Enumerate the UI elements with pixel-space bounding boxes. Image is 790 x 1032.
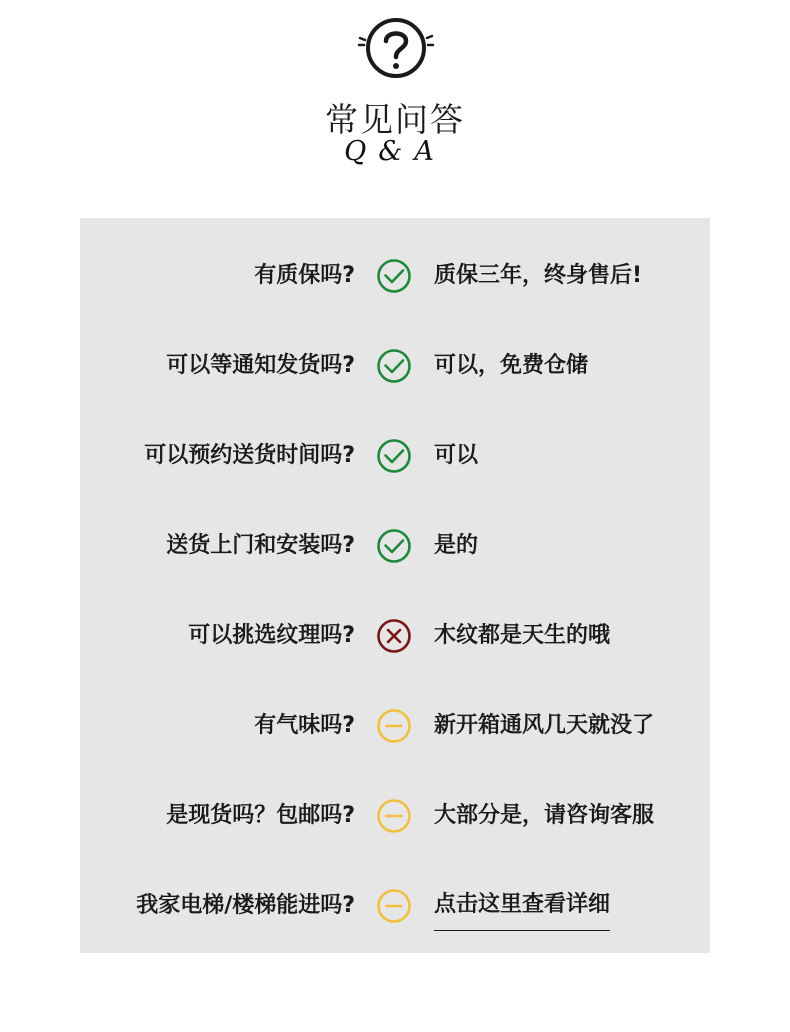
faq-answer: 是的 [434,533,479,558]
faq-row [80,346,710,386]
faq-question: 送货上门和安装吗? [166,533,355,558]
check-icon [376,528,412,564]
question-icon [356,14,436,82]
faq-row [80,706,710,746]
faq-panel [80,218,710,953]
faq-row [80,796,710,836]
cross-icon [376,618,412,654]
faq-row [80,886,710,926]
page-subtitle: Q&A [344,136,446,167]
minus-icon [376,798,412,834]
minus-icon [376,708,412,744]
faq-question: 有质保吗? [254,263,355,288]
faq-answer: 新开箱通风几天就没了 [434,713,655,738]
faq-question: 有气味吗? [254,713,355,738]
faq-question: 我家电梯/楼梯能进吗? [136,893,355,918]
faq-row [80,436,710,476]
faq-row [80,256,710,296]
page-title: 常见问答 [325,100,465,139]
check-icon [376,348,412,384]
faq-question: 可以挑选纹理吗? [188,623,355,648]
faq-answer: 质保三年，终身售后! [434,263,643,288]
faq-row [80,526,710,566]
minus-icon [376,888,412,924]
check-icon [376,258,412,294]
faq-row [80,616,710,656]
faq-answer: 可以 [434,443,479,468]
page-header [0,0,790,200]
faq-answer: 大部分是，请咨询客服 [434,803,655,828]
faq-question: 可以等通知发货吗? [166,353,355,378]
faq-answer: 可以，免费仓储 [434,353,589,378]
check-icon [376,438,412,474]
faq-answer: 木纹都是天生的哦 [434,623,611,648]
details-link[interactable]: 点击这里查看详细 [434,886,610,931]
faq-question: 可以预约送货时间吗? [144,443,355,468]
faq-question: 是现货吗？包邮吗? [166,803,355,828]
